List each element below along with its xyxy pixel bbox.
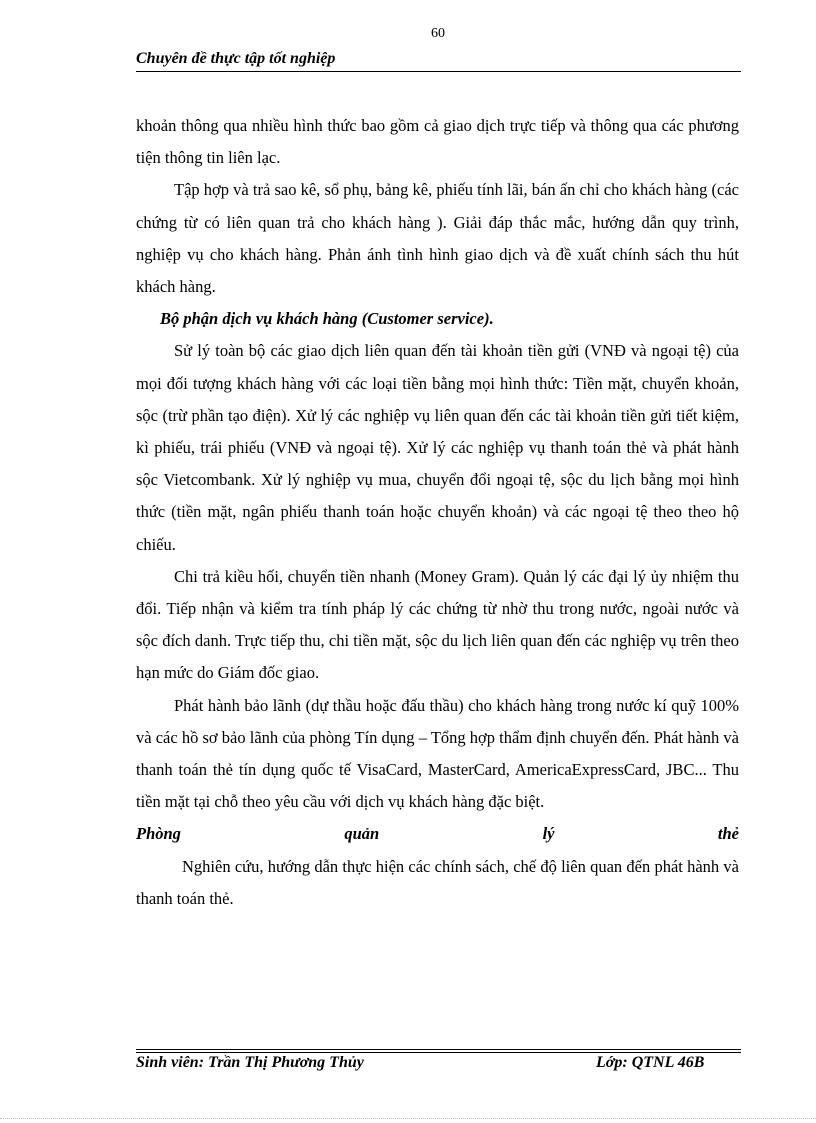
- paragraph-statements: Tập hợp và trả sao kê, sổ phụ, bảng kê, phiếu tính lãi, bán ấn chỉ cho khách hàng (các chứng từ có liên quan trả cho khách hàng ). Giải đáp thắc mắc, hướng dẫn quy trình, nghiệp vụ cho khách hàng. Phản ánh tình hình giao dịch và đề xuất chính sách thu hút khách hàng.: [136, 180, 739, 297]
- header-rule: [136, 71, 741, 72]
- paragraph-card-research: Nghiên cứu, hướng dẫn thực hiện các chính sách, chế độ liên quan đến phát hành và thanh toán thẻ.: [136, 856, 739, 908]
- footer-rule-bottom: [136, 1052, 741, 1053]
- paragraph-remittance: Chi trả kiều hối, chuyển tiền nhanh (Money Gram). Quản lý các đại lý ủy nhiệm thu đổi. Tiếp nhận và kiểm tra tính pháp lý các chứng từ nhờ thu trong nước, ngoài nước và sộc đích danh. Trực tiếp thu, chi tiền mặt, sộc du lịch liên quan đến các nghiệp vụ trên theo hạn mức do Giám đốc giao.: [136, 566, 739, 683]
- footer-class-code: Lớp: QTNL 46B: [596, 1054, 705, 1071]
- page-content: [136, 110, 739, 915]
- page-bottom-border: [0, 1118, 816, 1119]
- document-header-title: Chuyên đề thực tập tốt nghiệp: [136, 50, 336, 67]
- section-heading-customer-service: Bộ phận dịch vụ khách hàng (Customer service).: [160, 309, 494, 329]
- paragraph-continuation: khoản thông qua nhiều hình thức bao gồm cả giao dịch trực tiếp và thông qua các phương tiện thông tin liên lạc.: [136, 116, 739, 168]
- paragraph-deposit-transactions: Sử lý toàn bộ các giao dịch liên quan đến tài khoản tiền gửi (VNĐ và ngoại tệ) của mọi đối tượng khách hàng với các loại tiền bằng mọi hình thức: Tiền mặt, chuyển khoản, sộc (trừ phần tạo điện). Xử lý các nghiệp vụ liên quan đến các tài khoản tiền gửi tiết kiệm, kì phiếu, trái phiếu (VNĐ và ngoại tệ). Xử lý các nghiệp vụ thanh toán thẻ và phát hành sộc Vietcombank. Xử lý nghiệp vụ mua, chuyển đổi ngoại tệ, sộc du lịch bằng mọi hình thức (tiền mặt, ngân phiếu thanh toán hoặc chuyển khoản) và các ngoại tệ theo theo hộ chiếu.: [136, 341, 739, 554]
- footer-rule-top: [136, 1049, 741, 1050]
- section-heading-card-management: Phòng quản lý thẻ: [136, 824, 739, 844]
- footer-student-name: Sinh viên: Trần Thị Phương Thủy: [136, 1054, 364, 1071]
- paragraph-guarantee: Phát hành bảo lãnh (dự thầu hoặc đấu thầu) cho khách hàng trong nước kí quỹ 100% và các hồ sơ bảo lãnh của phòng Tín dụng – Tổng hợp thẩm định chuyển đến. Phát hành và thanh toán thẻ tín dụng quốc tế VisaCard, MasterCard, AmericaExpressCard, JBC... Thu tiền mặt tại chỗ theo yêu cầu với dịch vụ khách hàng đặc biệt.: [136, 695, 739, 812]
- page-number: 60: [431, 26, 445, 41]
